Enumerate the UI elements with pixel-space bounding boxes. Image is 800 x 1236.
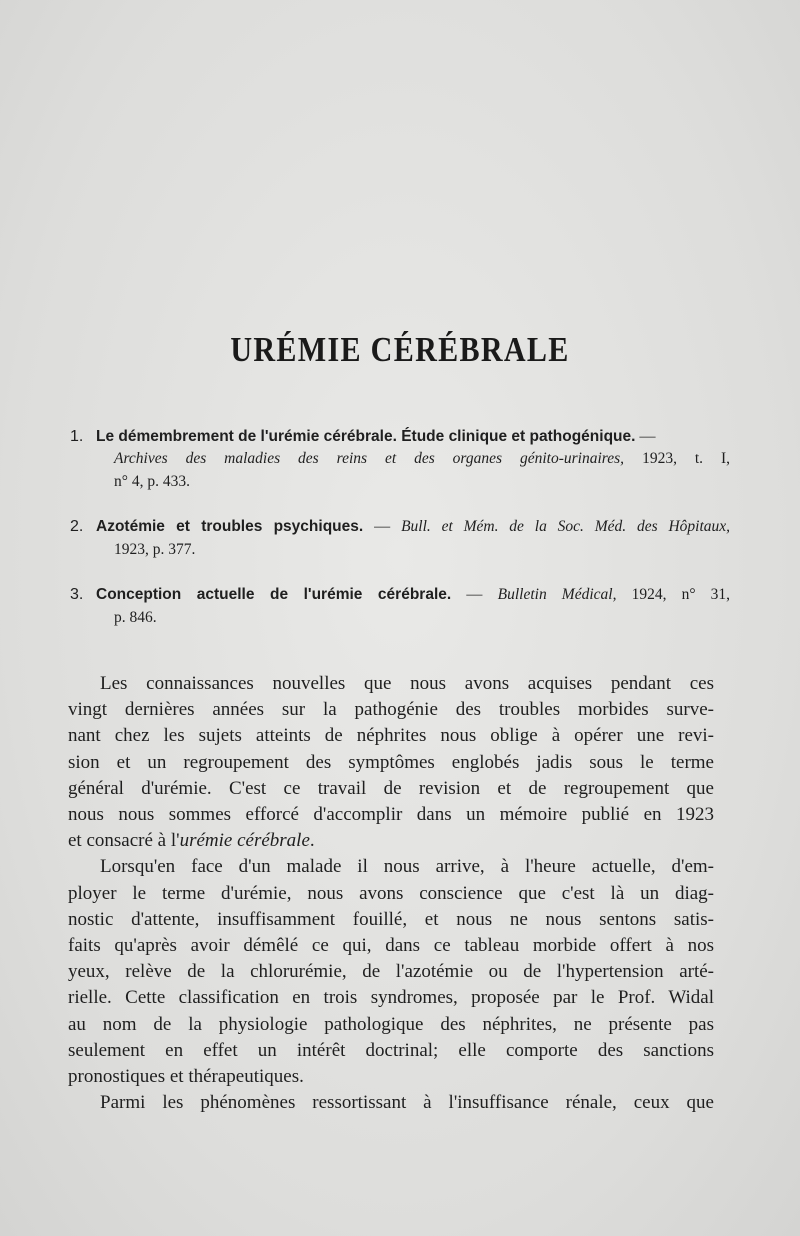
reference-number: 3. <box>70 586 84 603</box>
text-line: nous nous sommes efforcé d'accomplir dans un mémoire publié en 1923 <box>68 804 714 826</box>
bibliography-list <box>70 426 730 652</box>
text-line: ployer le terme d'urémie, nous avons conscience que c'est là un diag- <box>68 882 714 904</box>
reference-source: Bulletin Médical, <box>497 586 617 603</box>
reference-source-line <box>114 448 730 470</box>
text-line: faits qu'après avoir démêlé ce qui, dans ce tableau morbide offert à nos <box>68 935 714 957</box>
text-line: Parmi les phénomènes ressortissant à l'insuffisance rénale, ceux que <box>100 1092 714 1114</box>
reference-item <box>70 584 730 630</box>
text-line: vingt dernières années sur la pathogénie des troubles morbides surve- <box>68 699 714 721</box>
reference-source: Bull. et Mém. de la Soc. Méd. des Hôpitaux, <box>401 518 731 535</box>
text-segment: et consacré à l' <box>68 830 180 852</box>
reference-item <box>70 426 730 494</box>
reference-title-line <box>96 426 730 448</box>
text-line: sion et un regroupement des symptômes englobés jadis sous le terme <box>68 751 714 773</box>
text-line: pronostiques et thérapeutiques. <box>68 1066 304 1088</box>
reference-item <box>70 516 730 562</box>
italic-term: urémie cérébrale <box>179 830 310 852</box>
text-line: rielle. Cette classification en trois syndromes, proposée par le Prof. Widal <box>68 987 714 1009</box>
text-line: yeux, relève de la chlorurémie, de l'azotémie ou de l'hypertension arté- <box>68 961 714 983</box>
reference-title-line <box>96 516 730 538</box>
paragraph <box>68 854 714 1090</box>
reference-continuation: p. 846. <box>114 609 157 626</box>
text-line: au nom de la physiologie pathologique des néphrites, ne présente pas <box>68 1013 714 1035</box>
reference-title: Conception actuelle de l'urémie cérébrale. <box>96 586 452 603</box>
page-title: URÉMIE CÉRÉBRALE <box>230 330 570 369</box>
text-line: Les connaissances nouvelles que nous avons acquises pendant ces <box>100 673 714 694</box>
reference-volume: 1923, t. I, <box>642 450 730 467</box>
reference-title: Azotémie et troubles psychiques. <box>96 518 364 535</box>
reference-dash: — <box>374 518 391 535</box>
reference-title-line <box>96 584 730 606</box>
reference-volume: 1924, n° 31, <box>631 586 731 603</box>
reference-source: Archives des maladies des reins et des organes génito-urinaires, <box>114 450 625 467</box>
text-line: seulement en effet un intérêt doctrinal; elle comporte des sanctions <box>68 1039 714 1061</box>
reference-number: 1. <box>70 428 84 445</box>
text-line <box>68 828 714 854</box>
body-text <box>68 671 714 1116</box>
paragraph <box>68 671 714 854</box>
text-line: Lorsqu'en face d'un malade il nous arrive, à l'heure actuelle, d'em- <box>100 856 714 878</box>
reference-continuation: n° 4, p. 433. <box>114 473 190 490</box>
paragraph <box>100 1090 714 1116</box>
text-line: général d'urémie. C'est ce travail de revision et de regroupement que <box>68 777 714 799</box>
text-line: nostic d'attente, insuffisamment fouillé, et nous ne nous sentons satis- <box>68 908 714 930</box>
reference-dash: — <box>466 586 483 603</box>
reference-dash: — <box>639 428 656 445</box>
reference-title: Le démembrement de l'urémie cérébrale. Étude clinique et pathogénique. <box>96 428 636 445</box>
reference-continuation: 1923, p. 377. <box>114 541 196 558</box>
text-line: nant chez les sujets atteints de néphrites nous oblige à opérer une revi- <box>68 725 714 747</box>
reference-number: 2. <box>70 518 84 535</box>
text-segment: . <box>309 830 315 852</box>
